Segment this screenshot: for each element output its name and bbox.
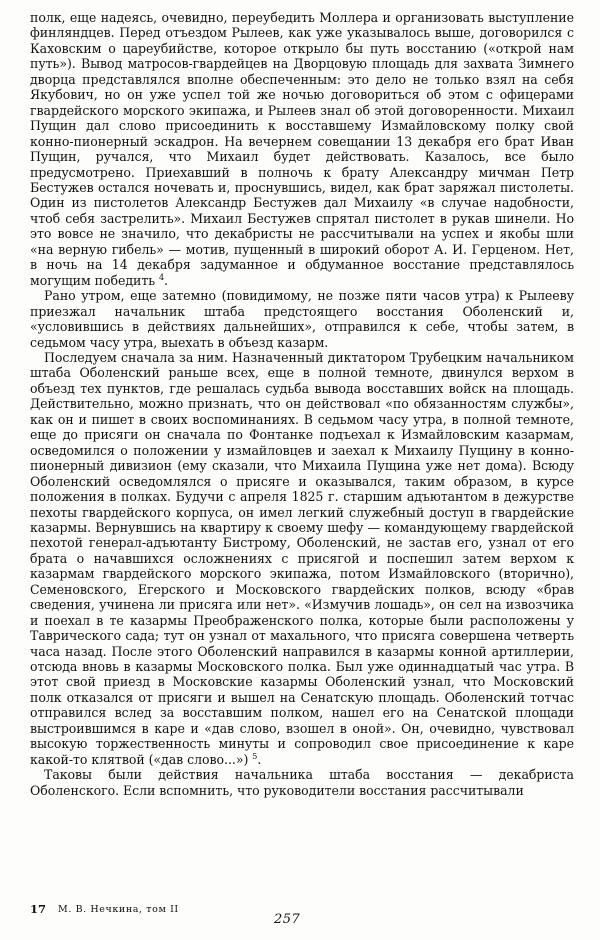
signature-number: 17: [30, 902, 47, 916]
paragraph-3-text: Последуем сначала за ним. Назначенный диктатором Трубецким начальником штаба Оболенский раньше всех, еще в полной темноте, двинулся верхом в объезд тех пунктов, где решалась судьба вывода восставших войск на площадь. Действительно, можно признать, что он действовал «по обязанностям службы», как он и пишет в своих воспоминаниях. В седьмом часу утра, в полной темноте, еще до присяги он сначала по Фонтанке подъехал к Измайловским казармам, осведомился о положении у измайловцев и заехал к Михаилу Пущину в конно-пионерный дивизион (ему сказали, что Михаила Пущина уже нет дома). Всюду Оболенский осведомлялся о присяге и оказывался, таким образом, в курсе положения в полках. Будучи с апреля 1825 г. старшим адъютантом в дежурстве пехоты гвардейского корпуса, он имел легкий служебный доступ в гвардейские казармы. Вернувшись на квартиру к своему шефу — командующему гвардейской пехотой генерал-адъютанту Бистрому, Оболенский, не застав его, узнал от его брата о начавшихся осложнениях с присягой и поспешил затем верхом к казармам гвардейского морского экипажа, потом Измайловского (вторично), Семеновского, Егерского и Московского гвардейских полков, всюду «брав сведения, учинена ли присяга или нет». «Измучив лошадь», он сел на извозчика и поехал в те казармы Преображенского полка, которые были расположены у Таврического сада; тут он узнал от махального, что присяга совершена четверть часа назад. После этого Оболенский направился в казармы конной артиллерии, отсюда вновь в казармы Московского полка. Был уже одиннадцатый час утра. В этот свой приезд в Московские казармы Оболенский узнал, что Московский полк отказался от присяги и вышел на Сенатскую площадь. Оболенский тотчас отправился вслед за восставшим полком, нашел его на Сенатской площади выстроившимся в каре и «дав слово, взошел в оной». Он, очевидно, чувствовал высокую торжественность минуты и сопроводил свое присоединение к каре какой-то клятвой («дав слово...»): [30, 349, 574, 767]
footnote-mark-4: 4: [158, 272, 164, 282]
paragraph-2: Рано утром, еще затемно (повидимому, не позже пяти часов утра) к Рылееву приезжал начальник штаба предстоящего восстания Оболенский и, «условившись в действиях дальнейших», отправился к себе, чтобы затем, в седьмом часу утра, выехать в объезд казарм.: [30, 288, 574, 350]
paragraph-3: Последуем сначала за ним. Назначенный диктатором Трубецким начальником штаба Оболенский раньше всех, еще в полной темноте, двинулся верхом в объезд тех пунктов, где решалась судьба вывода восставших войск на площадь. Действительно, можно признать, что он действовал «по обязанностям службы», как он и пишет в своих воспоминаниях. В седьмом часу утра, в полной темноте, еще до присяги он сначала по Фонтанке подъехал к Измайловским казармам, осведомился о положении у измайловцев и заехал к Михаилу Пущину в конно-пионерный дивизион (ему сказали, что Михаила Пущина уже нет дома). Всюду Оболенский осведомлялся о присяге и оказывался, таким образом, в курсе положения в полках. Будучи с апреля 1825 г. старшим адъютантом в дежурстве пехоты гвардейского корпуса, он имел легкий служебный доступ в гвардейские казармы. Вернувшись на квартиру к своему шефу — командующему гвардейской пехотой генерал-адъютанту Бистрому, Оболенский, не застав его, узнал от его брата о начавшихся осложнениях с присягой и поспешил затем верхом к казармам гвардейского морского экипажа, потом Измайловского (вторично), Семеновского, Егерского и Московского гвардейских полков, всюду «брав сведения, учинена ли присяга или нет». «Измучив лошадь», он сел на извозчика и поехал в те казармы Преображенского полка, которые были расположены у Таврического сада; тут он узнал от махального, что присяга совершена четверть часа назад. После этого Оболенский направился в казармы конной артиллерии, отсюда вновь в казармы Московского полка. Был уже одиннадцатый час утра. В этот свой приезд в Московские казармы Оболенский узнал, что Московский полк отказался от присяги и вышел на Сенатскую площадь. Оболенский тотчас отправился вслед за восставшим полком, нашел его на Сенатской площади выстроившимся в каре и «дав слово, взошел в оной». Он, очевидно, чувствовал высокую торжественность минуты и сопроводил свое присоединение к каре какой-то клятвой («дав слово...») $^5$.: [30, 349, 574, 767]
paragraph-4: Таковы были действия начальника штаба восстания — декабриста Оболенского. Если вспомнить, что руководители восстания рассчитывали: [30, 767, 574, 798]
main-text: [30, 10, 574, 798]
paragraph-1-text: полк, еще надеясь, очевидно, переубедить Моллера и организовать выступление финляндцев. Перед отъездом Рылеев, как уже указывалось выше, договорился с Каховским о цареубийстве, которое открыло бы путь восстанию («открой нам путь»). Вывод матросов-гвардейцев на Дворцовую площадь для захвата Зимнего дворца представлялся вполне обеспеченным: это дело не только взял на себя Якубович, но он уже успел той же ночью договориться об этом с офицерами гвардейского морского экипажа, и Рылеев знал об этой договоренности. Михаил Пущин дал слово присоединить к восставшему Измайловскому полку свой конно-пионерный эскадрон. На вечернем совещании 13 декабря его брат Иван Пущин, ручался, что Михаил будет действовать. Казалось, все было предусмотрено. Приехавший в полночь к брату Александру мичман Петр Бестужев остался ночевать и, проснувшись, видел, как брат заряжал пистолеты. Один из пистолетов Александр Бестужев дал Михаилу «в случае надобности, чтоб себя застрелить». Михаил Бестужев спрятал пистолет в рукав шинели. Но это вовсе не значило, что декабристы не рассчитывали на успех и якобы шли «на верную гибель» — мотив, пущенный в широкий оборот А. И. Герценом. Нет, в ночь на 14 декабря задуманное и обдуманное восстание представлялось могущим победить: [30, 10, 574, 288]
page-number: 257: [274, 912, 301, 927]
footnote-mark-5: 5: [252, 751, 258, 761]
page-footer: [30, 902, 574, 928]
paragraph-1: полк, еще надеясь, очевидно, переубедить Моллера и организовать выступление финляндцев. Перед отъездом Рылеев, как уже указывалось выше, договорился с Каховским о цареубийстве, которое открыло бы путь восстанию («открой нам путь»). Вывод матросов-гвардейцев на Дворцовую площадь для захвата Зимнего дворца представлялся вполне обеспеченным: это дело не только взял на себя Якубович, но он уже успел той же ночью договориться об этом с офицерами гвардейского морского экипажа, и Рылеев знал об этой договоренности. Михаил Пущин дал слово присоединить к восставшему Измайловскому полку свой конно-пионерный эскадрон. На вечернем совещании 13 декабря его брат Иван Пущин, ручался, что Михаил будет действовать. Казалось, все было предусмотрено. Приехавший в полночь к брату Александру мичман Петр Бестужев остался ночевать и, проснувшись, видел, как брат заряжал пистолеты. Один из пистолетов Александр Бестужев дал Михаилу «в случае надобности, чтоб себя застрелить». Михаил Бестужев спрятал пистолет в рукав шинели. Но это вовсе не значило, что декабристы не рассчитывали на успех и якобы шли «на верную гибель» — мотив, пущенный в широкий оборот А. И. Герценом. Нет, в ночь на 14 декабря задуманное и обдуманное восстание представлялось могущим победить $^4$.: [30, 10, 574, 288]
signature-label: М. В. Нечкина, том II: [58, 904, 179, 915]
